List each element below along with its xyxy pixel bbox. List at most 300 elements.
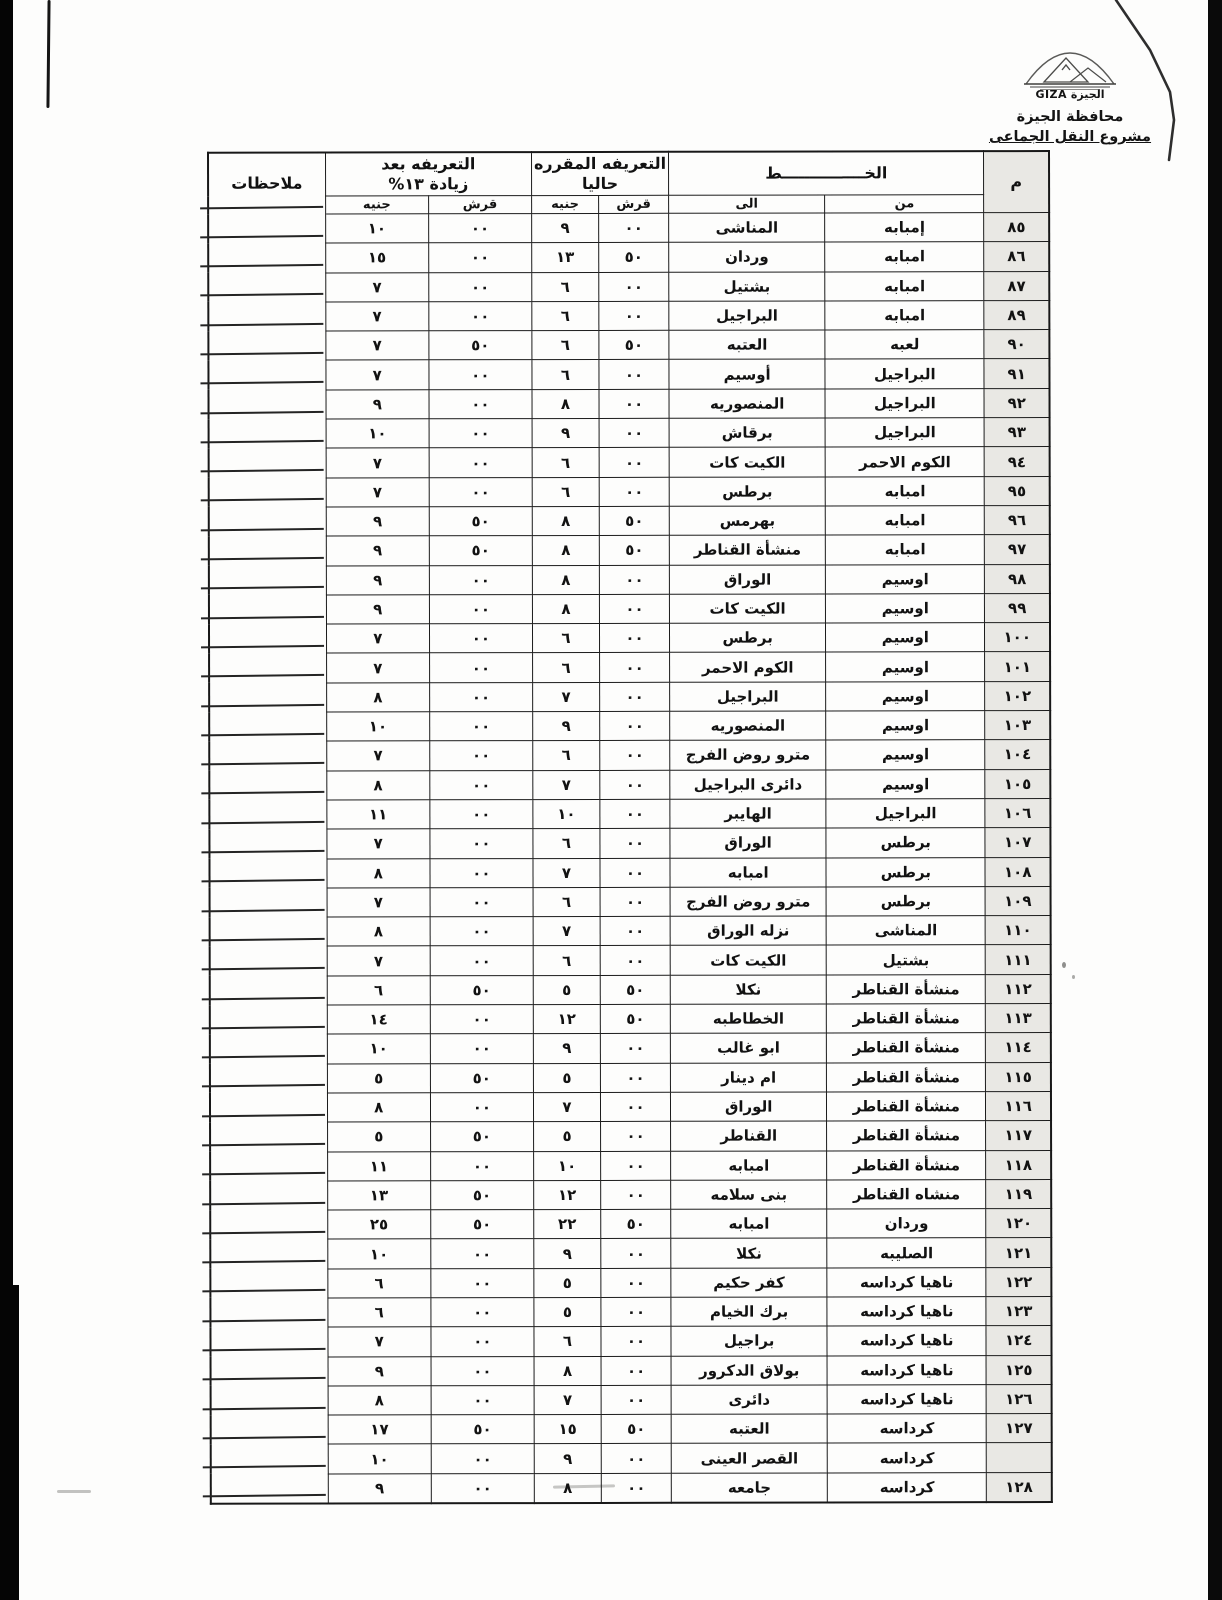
cell-serial: ٩٧ (985, 535, 1050, 564)
cell-serial: ١٢٥ (986, 1355, 1051, 1384)
cell-from: اوسيم (826, 623, 985, 653)
cell-current-piasters: ٠٠ (601, 1444, 671, 1473)
cell-current-piasters: ٠٠ (600, 946, 670, 975)
cell-current-pounds: ٦ (532, 360, 599, 389)
cell-current-pounds: ٩ (533, 1034, 600, 1063)
cell-increased-pounds: ٦ (328, 1268, 431, 1298)
cell-increased-pounds: ٨ (328, 1386, 431, 1416)
cell-serial: ٩٥ (985, 476, 1050, 505)
cell-current-pounds: ٦ (532, 477, 599, 506)
cell-serial: ١٠٥ (985, 769, 1050, 798)
cell-current-piasters: ٥٠ (600, 975, 670, 1004)
cell-to: نكلا (670, 975, 826, 1005)
cell-increased-piasters: ٠٠ (431, 1385, 534, 1415)
cell-to: امبابه (670, 858, 826, 888)
header-current-pounds: جنيه (532, 195, 599, 213)
cell-increased-pounds: ٩ (326, 507, 429, 537)
cell-current-piasters: ٠٠ (600, 1034, 670, 1063)
cell-from: منشاه القناطر (827, 1179, 986, 1209)
cell-increased-pounds: ٨ (327, 917, 430, 947)
cell-from: البراجيل (825, 418, 984, 448)
cell-increased-piasters: ٠٠ (429, 712, 532, 742)
cell-from: الصليبه (827, 1238, 986, 1268)
cell-current-pounds: ٦ (532, 653, 599, 682)
cell-current-piasters: ٠٠ (599, 360, 669, 389)
table-row (209, 476, 1050, 507)
cell-current-piasters: ٠٠ (600, 858, 670, 887)
cell-serial: ١٠٩ (985, 886, 1050, 915)
cell-notes (210, 1327, 327, 1357)
cell-notes (209, 829, 326, 859)
cell-increased-pounds: ١٠ (327, 1239, 430, 1269)
cell-current-piasters: ٠٠ (599, 594, 669, 623)
cell-serial: ٩٠ (984, 330, 1049, 359)
cell-increased-piasters: ٠٠ (429, 301, 532, 331)
cell-current-piasters: ٠٠ (600, 770, 670, 799)
cell-serial: ١٠٢ (985, 681, 1050, 710)
cell-current-pounds: ٧ (534, 1385, 601, 1414)
cell-from: منشأة القناطر (826, 974, 985, 1004)
cell-from: اوسيم (826, 652, 985, 682)
cell-current-pounds: ٦ (532, 272, 599, 301)
header-line-group: الخـــــــــــــــط (669, 151, 984, 195)
cell-serial: ١١٤ (986, 1033, 1051, 1062)
cell-serial: ١١٥ (986, 1062, 1051, 1091)
cell-from: منشأة القناطر (827, 1092, 986, 1122)
cell-increased-pounds: ٧ (326, 360, 429, 390)
cell-serial: ١٢٢ (986, 1267, 1051, 1296)
cell-current-piasters: ٠٠ (599, 213, 669, 242)
cell-increased-pounds: ١٠ (328, 1444, 431, 1474)
cell-current-pounds: ٩ (533, 711, 600, 740)
cell-current-piasters: ٠٠ (600, 916, 670, 945)
scan-speck (1072, 975, 1075, 979)
cell-notes (210, 1152, 327, 1182)
cell-notes (209, 683, 326, 713)
table-row (210, 1179, 1051, 1210)
cell-current-pounds: ٨ (532, 506, 599, 535)
table-row (209, 447, 1050, 478)
cell-current-piasters: ٠٠ (599, 418, 669, 447)
cell-increased-piasters: ٠٠ (430, 917, 533, 947)
cell-to: وردان (669, 242, 825, 272)
table-row (211, 1472, 1052, 1504)
cell-to: نزله الوراق (670, 916, 826, 946)
cell-current-pounds: ٨ (532, 565, 599, 594)
cell-current-piasters: ٠٠ (601, 1121, 671, 1150)
cell-current-piasters: ٥٠ (599, 536, 669, 565)
header-increased-pounds: جنيه (325, 196, 428, 214)
table-row (210, 1209, 1051, 1240)
cell-from: منشأة القناطر (827, 1062, 986, 1092)
cell-from: البراجيل (825, 359, 984, 389)
cell-from: منشأة القناطر (827, 1121, 986, 1151)
cell-from: اوسيم (826, 769, 985, 799)
cell-from: امبابه (825, 301, 984, 331)
cell-current-pounds: ١٥ (534, 1415, 601, 1444)
cell-from: اوسيم (826, 564, 985, 594)
cell-from: امبابه (825, 242, 984, 272)
cell-current-pounds: ٦ (533, 741, 600, 770)
table-row (209, 828, 1050, 859)
cell-increased-piasters: ٠٠ (429, 419, 532, 449)
cell-current-piasters: ٥٠ (599, 330, 669, 359)
cell-serial: ٨٩ (984, 300, 1049, 329)
cell-to: امبابه (671, 1209, 827, 1239)
cell-to: بولاق الدكرور (671, 1356, 827, 1386)
cell-notes (208, 243, 325, 273)
cell-current-piasters: ٠٠ (600, 1063, 670, 1092)
cell-from: اوسيم (826, 711, 985, 741)
cell-increased-piasters: ٠٠ (430, 741, 533, 771)
cell-increased-pounds: ٧ (325, 272, 428, 302)
cell-current-piasters: ٠٠ (600, 829, 670, 858)
cell-serial: ١٢٨ (987, 1472, 1052, 1502)
cell-current-piasters: ٠٠ (601, 1473, 671, 1503)
cell-increased-piasters: ٠٠ (430, 1034, 533, 1064)
cell-notes (209, 741, 326, 771)
cell-notes (211, 1444, 328, 1474)
cell-current-pounds: ٥ (533, 975, 600, 1004)
header-current-piasters: قرش (599, 195, 669, 213)
logo-caption: الجيزة GIZA (1035, 88, 1105, 101)
cell-current-pounds: ٨ (534, 1356, 601, 1385)
cell-serial: ١٢٧ (987, 1414, 1052, 1443)
cell-increased-pounds: ٥ (327, 1122, 430, 1152)
cell-notes (210, 1122, 327, 1152)
cell-notes (209, 478, 326, 508)
cell-serial: ٩٣ (984, 418, 1049, 447)
cell-increased-pounds: ١٤ (327, 1005, 430, 1035)
cell-current-piasters: ٠٠ (599, 565, 669, 594)
cell-from: امبابه (826, 535, 985, 565)
cell-notes (209, 390, 326, 420)
cell-current-piasters: ٠٠ (601, 1356, 671, 1385)
cell-increased-pounds: ٧ (326, 302, 429, 332)
cell-current-piasters: ٠٠ (601, 1268, 671, 1297)
cell-current-piasters: ٠٠ (600, 741, 670, 770)
cell-serial: ٩٦ (985, 505, 1050, 534)
cell-to: منشأة القناطر (669, 535, 825, 565)
cell-to: دائرى (671, 1385, 827, 1415)
cell-to: الكيت كات (670, 594, 826, 624)
cell-serial: ١١٣ (986, 1004, 1051, 1033)
cell-increased-pounds: ٩ (328, 1474, 431, 1504)
cell-current-piasters: ٠٠ (599, 623, 669, 652)
cell-notes (210, 1034, 327, 1064)
cell-current-pounds: ٧ (533, 770, 600, 799)
cell-from: ناهيا كرداسه (827, 1267, 986, 1297)
table-row (210, 1121, 1051, 1152)
cell-to: الخطاطبه (670, 1004, 826, 1034)
header-from: من (825, 195, 984, 213)
cell-from: لعبه (825, 330, 984, 360)
header-increased-tariff-group: التعريفه بعد زيادة ١٣% (325, 152, 531, 196)
cell-current-pounds: ٦ (532, 301, 599, 330)
cell-to: ام دينار (670, 1063, 826, 1093)
cell-current-piasters: ٠٠ (600, 653, 670, 682)
cell-increased-piasters: ٠٠ (430, 800, 533, 830)
cell-to: الوراق (669, 565, 825, 595)
cell-notes (210, 1298, 327, 1328)
cell-from: البراجيل (826, 799, 985, 829)
cell-from: بشتيل (826, 945, 985, 975)
cell-to: الكيت كات (670, 945, 826, 975)
cell-increased-pounds: ٦ (328, 1298, 431, 1328)
table-row (209, 857, 1050, 888)
cell-serial (987, 1443, 1052, 1472)
cell-current-pounds: ٩ (534, 1239, 601, 1268)
table-row (208, 330, 1049, 361)
cell-to: امبابه (671, 1150, 827, 1180)
cell-increased-pounds: ٧ (326, 741, 429, 771)
cell-current-pounds: ٨ (532, 536, 599, 565)
cell-increased-piasters: ٠٠ (429, 389, 532, 419)
letterhead (985, 32, 1155, 145)
table-row (209, 388, 1050, 419)
cell-to: برك الخيام (671, 1297, 827, 1327)
cell-current-pounds: ٦ (532, 624, 599, 653)
cell-to: القصر العينى (671, 1443, 827, 1473)
cell-increased-piasters: ٠٠ (430, 858, 533, 888)
cell-current-piasters: ٠٠ (599, 389, 669, 418)
cell-current-pounds: ٦ (533, 887, 600, 916)
cell-increased-piasters: ٠٠ (431, 1327, 534, 1357)
table-row (211, 1443, 1052, 1474)
cell-to: الكيت كات (669, 447, 825, 477)
cell-notes (209, 419, 326, 449)
cell-notes (210, 1064, 327, 1094)
cell-increased-piasters: ٠٠ (431, 1298, 534, 1328)
cell-increased-pounds: ٧ (327, 829, 430, 859)
cell-current-pounds: ٩ (534, 1444, 601, 1473)
cell-increased-piasters: ٠٠ (430, 946, 533, 976)
cell-to: نكلا (671, 1238, 827, 1268)
table-row (210, 974, 1051, 1005)
cell-increased-piasters: ٠٠ (430, 1092, 533, 1122)
table-row (210, 1062, 1051, 1093)
cell-increased-piasters: ٠٠ (431, 1473, 534, 1503)
header-serial: م (984, 151, 1049, 213)
cell-to: مترو روض الفرج (670, 887, 826, 917)
cell-serial: ٩٤ (985, 447, 1050, 476)
cell-notes (211, 1474, 328, 1504)
cell-current-piasters: ٠٠ (601, 1297, 671, 1326)
cell-increased-piasters: ٠٠ (429, 565, 532, 595)
cell-current-piasters: ٥٠ (600, 1004, 670, 1033)
cell-notes (209, 566, 326, 596)
table-row (209, 681, 1050, 712)
table-row (210, 1150, 1051, 1181)
cell-current-pounds: ٨ (534, 1473, 601, 1503)
cell-serial: ١٠٠ (985, 623, 1050, 652)
table-row (208, 359, 1049, 390)
table-row (211, 1414, 1052, 1445)
cell-increased-piasters: ٠٠ (429, 653, 532, 683)
cell-from: كرداسه (828, 1472, 987, 1502)
cell-to: المناشى (669, 213, 825, 243)
cell-current-pounds: ٩ (532, 213, 599, 242)
cell-notes (210, 888, 327, 918)
cell-increased-piasters: ٠٠ (431, 1239, 534, 1269)
cell-from: المناشى (826, 916, 985, 946)
table-row (209, 418, 1050, 449)
cell-from: اوسيم (826, 740, 985, 770)
cell-increased-piasters: ٠٠ (429, 624, 532, 654)
cell-notes (209, 595, 326, 625)
table-row (210, 916, 1051, 947)
cell-current-piasters: ٠٠ (599, 448, 669, 477)
cell-increased-piasters: ٥٠ (429, 507, 532, 537)
cell-current-pounds: ١٢ (533, 1004, 600, 1033)
cell-to: مترو روض الفرج (670, 740, 826, 770)
cell-increased-pounds: ٧ (327, 946, 430, 976)
cell-current-pounds: ٥ (533, 1122, 600, 1151)
cell-increased-pounds: ١٠ (325, 214, 428, 244)
cell-increased-pounds: ٧ (327, 888, 430, 918)
cell-from: إمبابه (825, 213, 984, 243)
cell-increased-pounds: ٥ (327, 1063, 430, 1093)
cell-increased-piasters: ٠٠ (429, 360, 532, 390)
table-row (208, 242, 1049, 273)
cell-increased-pounds: ٩ (326, 595, 429, 625)
cell-serial: ١١١ (986, 945, 1051, 974)
cell-notes (209, 624, 326, 654)
cell-current-pounds: ٥ (534, 1297, 601, 1326)
cell-notes (209, 712, 326, 742)
cell-serial: ٩٩ (985, 593, 1050, 622)
header-to: الى (669, 195, 825, 213)
cell-serial: ١١٧ (986, 1121, 1051, 1150)
cell-to: المنصوريه (669, 389, 825, 419)
cell-current-pounds: ٨ (532, 594, 599, 623)
cell-increased-piasters: ٠٠ (430, 887, 533, 917)
cell-serial: ٨٥ (984, 213, 1049, 242)
cell-increased-pounds: ١١ (327, 800, 430, 830)
cell-increased-pounds: ٧ (326, 448, 429, 478)
cell-notes (211, 1357, 328, 1387)
cell-from: كرداسه (827, 1414, 986, 1444)
cell-to: الوراق (670, 828, 826, 858)
cell-notes (209, 771, 326, 801)
cell-serial: ١٠١ (985, 652, 1050, 681)
cell-notes (211, 1415, 328, 1445)
scan-speck (1062, 962, 1066, 968)
cell-current-pounds: ٦ (533, 829, 600, 858)
cell-increased-piasters: ٥٠ (430, 975, 533, 1005)
cell-increased-piasters: ٠٠ (431, 1356, 534, 1386)
cell-to: الوراق (671, 1092, 827, 1122)
cell-from: امبابه (825, 476, 984, 506)
header-current-tariff-group: التعريفه المقرره حاليا (531, 152, 668, 196)
cell-to: جامعه (671, 1473, 827, 1503)
cell-notes (208, 273, 325, 303)
cell-current-piasters: ٠٠ (599, 301, 669, 330)
cell-current-pounds: ٥ (533, 1063, 600, 1092)
cell-increased-piasters: ٠٠ (431, 1268, 534, 1298)
project-title: مشروع النقل الجماعى (988, 129, 1152, 145)
cell-notes (210, 976, 327, 1006)
cell-serial: ١٠٣ (985, 711, 1050, 740)
cell-current-pounds: ١٣ (532, 243, 599, 272)
cell-current-pounds: ٨ (532, 389, 599, 418)
cell-increased-pounds: ٧ (326, 653, 429, 683)
table-row (209, 652, 1050, 683)
table-row (210, 1091, 1051, 1122)
cell-to: أوسيم (669, 359, 825, 389)
cell-notes (209, 653, 326, 683)
cell-from: برطس (826, 886, 985, 916)
cell-increased-pounds: ٩ (326, 390, 429, 420)
cell-current-piasters: ٠٠ (601, 1327, 671, 1356)
cell-serial: ١٢٣ (986, 1296, 1051, 1325)
cell-increased-piasters: ٠٠ (429, 682, 532, 712)
cell-serial: ١١٠ (986, 916, 1051, 945)
cell-notes (210, 917, 327, 947)
cell-notes (210, 946, 327, 976)
cell-increased-piasters: ٥٠ (430, 1122, 533, 1152)
cell-increased-pounds: ٧ (326, 624, 429, 654)
cell-notes (210, 1093, 327, 1123)
cell-current-pounds: ٦ (534, 1327, 601, 1356)
cell-serial: ٨٧ (984, 271, 1049, 300)
cell-notes (210, 1269, 327, 1299)
cell-to: العتبه (671, 1414, 827, 1444)
cell-increased-piasters: ٥٠ (431, 1415, 534, 1445)
cell-increased-piasters: ٠٠ (429, 243, 532, 273)
cell-increased-pounds: ٨ (327, 858, 430, 888)
cell-to: كفر حكيم (671, 1268, 827, 1298)
cell-from: كرداسه (827, 1443, 986, 1473)
scan-edge-left-bottom (0, 1285, 19, 1600)
governorate-title: محافظة الجيزة (1016, 109, 1124, 125)
table-row (208, 213, 1049, 244)
cell-increased-pounds: ١٠ (326, 419, 429, 449)
table-row (210, 1238, 1051, 1269)
cell-increased-pounds: ٧ (326, 331, 429, 361)
cell-current-pounds: ٧ (533, 1092, 600, 1121)
cell-increased-pounds: ١٠ (327, 1034, 430, 1064)
cell-serial: ١٠٨ (985, 857, 1050, 886)
cell-increased-pounds: ٢٥ (327, 1210, 430, 1240)
cell-increased-pounds: ٩ (326, 565, 429, 595)
cell-current-pounds: ٩ (532, 419, 599, 448)
table-row (209, 564, 1050, 595)
scan-smudge (57, 1490, 91, 1493)
cell-to: القناطر (671, 1121, 827, 1151)
cell-from: برطس (826, 828, 985, 858)
cell-from: الكوم الاحمر (825, 447, 984, 477)
table-row (210, 1004, 1051, 1035)
table-row (210, 1033, 1051, 1064)
cell-serial: ١١٦ (986, 1091, 1051, 1120)
cell-current-pounds: ٦ (533, 946, 600, 975)
cell-increased-pounds: ١٣ (327, 1181, 430, 1211)
cell-notes (208, 361, 325, 391)
table-row (209, 535, 1050, 566)
cell-serial: ١٠٧ (985, 828, 1050, 857)
cell-current-piasters: ٥٠ (599, 243, 669, 272)
header-notes: ملاحظات (208, 153, 325, 215)
cell-serial: ١٢٤ (986, 1326, 1051, 1355)
cell-increased-pounds: ٩ (326, 536, 429, 566)
cell-serial: ١٠٦ (985, 798, 1050, 827)
cell-to: بشتيل (669, 272, 825, 302)
cell-current-piasters: ٠٠ (600, 799, 670, 828)
cell-current-pounds: ٢٢ (534, 1210, 601, 1239)
cell-serial: ١٢٦ (987, 1384, 1052, 1413)
table-row (210, 886, 1051, 917)
